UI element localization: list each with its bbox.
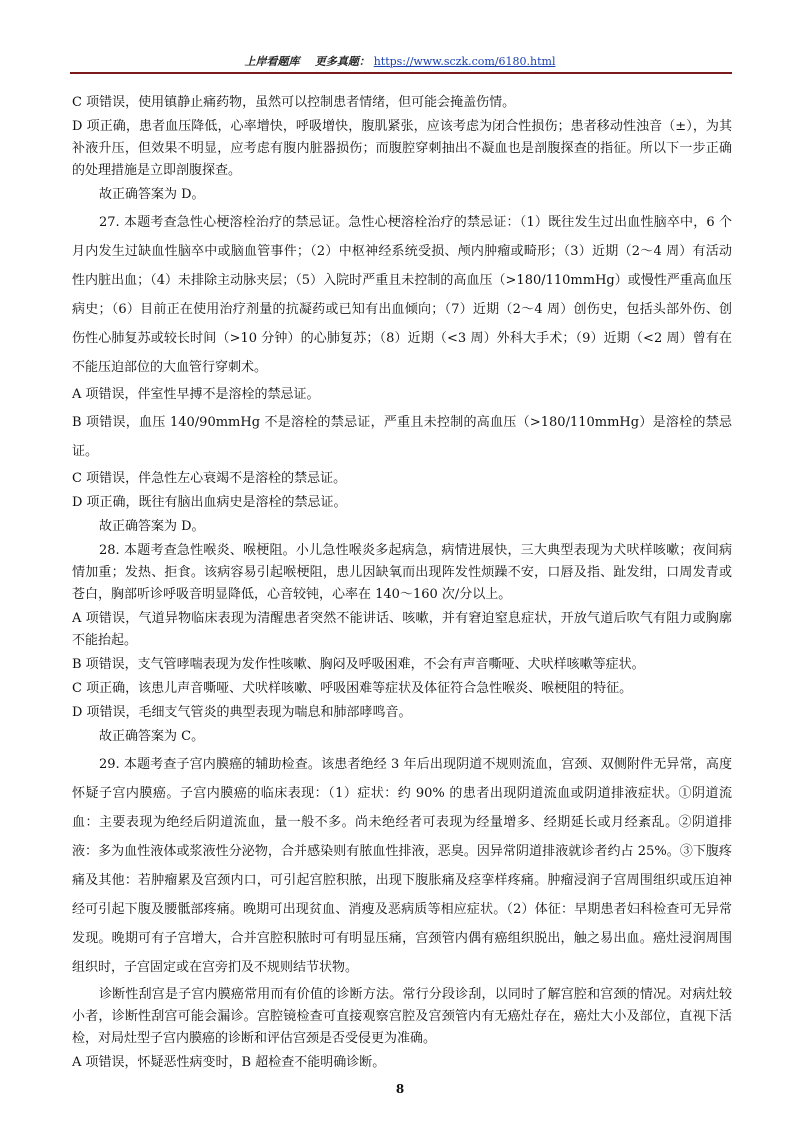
paragraph: A 项错误，气道异物临床表现为清醒患者突然不能讲话、咳嗽，并有窘迫窒息症状，开放气道后吹气有阻力或胸廓不能抬起。 [72, 611, 732, 648]
paragraph: D 项错误，毛细支气管炎的典型表现为喘息和肺部哮鸣音。 [72, 705, 412, 720]
paragraph: 故正确答案为 D。 [99, 187, 205, 202]
header-more-label: 更多真题： [314, 55, 370, 68]
paragraph: 故正确答案为 D。 [99, 519, 205, 534]
paragraph: 诊断性刮宫是子宫内膜癌常用而有价值的诊断方法。常行分段诊刮，以同时了解宫腔和宫颈的情况。对病灶较小者，诊断性刮宫可能会漏诊。宫腔镜检查可直接观察宫腔及宫颈管内有无癌灶存在，癌灶大小及部位，直视下活检，对局灶型子宫内膜癌的诊断和评估宫颈是否受侵更为准确。 [72, 987, 732, 1046]
paragraph: D 项正确，患者血压降低，心率增快，呼吸增快，腹肌紧张，应该考虑为闭合性损伤；患者移动性浊音（±），为其补液升压，但效果不明显，应考虑有腹内脏器损伤；而腹腔穿刺抽出不凝血也是剖腹探查的指征。所以下一步正确的处理措施是立即剖腹探查。 [72, 119, 732, 178]
page-number: 8 [395, 1082, 405, 1096]
paragraph: C 项错误，使用镇静止痛药物，虽然可以控制患者情绪，但可能会掩盖伤情。 [72, 95, 516, 110]
page-header [0, 53, 800, 69]
header-rule [70, 72, 732, 74]
paragraph: 28. 本题考查急性喉炎、喉梗阻。小儿急性喉炎多起病急，病情进展快，三大典型表现为犬吠样咳嗽；夜间病情加重；发热、拒食。该病容易引起喉梗阻，患儿因缺氧而出现阵发性烦躁不安，口唇及指、趾发绀，口周发青或苍白，胸部听诊呼吸音明显降低，心音较钝，心率在 140～160 次/分以上。 [72, 543, 732, 602]
paragraph: C 项错误，伴急性左心衰竭不是溶栓的禁忌证。 [72, 471, 347, 486]
paragraph: 故正确答案为 C。 [99, 729, 205, 744]
paragraph: 29. 本题考查子宫内膜癌的辅助检查。该患者绝经 3 年后出现阴道不规则流血，宫颈、双侧附件无异常，高度怀疑子宫内膜癌。子宫内膜癌的临床表现：（1）症状：约 90% 的患者出现阴道流血或阴道排液症状。①阴道流血：主要表现为绝经后阴道流血，量一般不多。尚未绝经者可表现为经量增多、经期延长或月经紊乱。②阴道排液：多为血性液体或浆液性分泌物，合并感染则有脓血性排液，恶臭。因异常阴道排液就诊者约占 25%。③下腹疼痛及其他：若肿瘤累及宫颈内口，可引起宫腔积脓，出现下腹胀痛及痉挛样疼痛。肿瘤浸润子宫周围组织或压迫神经可引起下腹及腰骶部疼痛。晚期可出现贫血、消瘦及恶病质等相应症状。（2）体征：早期患者妇科检查可无异常发现。晚期可有子宫增大，合并宫腔积脓时可有明显压痛，宫颈管内偶有癌组织脱出，触之易出血。癌灶浸润周围组织时，子宫固定或在宫旁扪及不规则结节状物。 [72, 757, 732, 975]
paragraph: B 项错误，支气管哮喘表现为发作性咳嗽、胸闷及呼吸困难，不会有声音嘶哑、犬吠样咳嗽等症状。 [72, 657, 645, 672]
paragraph: A 项错误，伴室性早搏不是溶栓的禁忌证。 [72, 387, 320, 402]
paragraph: C 项正确，该患儿声音嘶哑、犬吠样咳嗽、呼吸困难等症状及体征符合急性喉炎、喉梗阻的特征。 [72, 681, 633, 696]
header-link[interactable]: https://www.sczk.com/6180.html [373, 55, 556, 68]
header-brand: 上岸看题库 [244, 55, 300, 68]
document-body [72, 92, 732, 1076]
paragraph: A 项错误，怀疑恶性病变时，B 超检查不能明确诊断。 [72, 1055, 386, 1070]
paragraph: B 项错误，血压 140/90mmHg 不是溶栓的禁忌证，严重且未控制的高血压（>180/110mmHg）是溶栓的禁忌证。 [72, 415, 732, 459]
paragraph: 27. 本题考查急性心梗溶栓治疗的禁忌证。急性心梗溶栓治疗的禁忌证：（1）既往发生过出血性脑卒中，6 个月内发生过缺血性脑卒中或脑血管事件；（2）中枢神经系统受损、颅内肿瘤或畸形；（3）近期（2～4 周）有活动性内脏出血；（4）未排除主动脉夹层；（5）入院时严重且未控制的高血压（>180/110mmHg）或慢性严重高血压病史；（6）目前正在使用治疗剂量的抗凝药或已知有出血倾向；（7）近期（2～4 周）创伤史，包括头部外伤、创伤性心肺复苏或较长时间（>10 分钟）的心肺复苏；（8）近期（<3 周）外科大手术；（9）近期（<2 周）曾有在不能压迫部位的大血管行穿刺术。 [72, 215, 732, 375]
paragraph: D 项正确，既往有脑出血病史是溶栓的禁忌证。 [72, 495, 347, 510]
